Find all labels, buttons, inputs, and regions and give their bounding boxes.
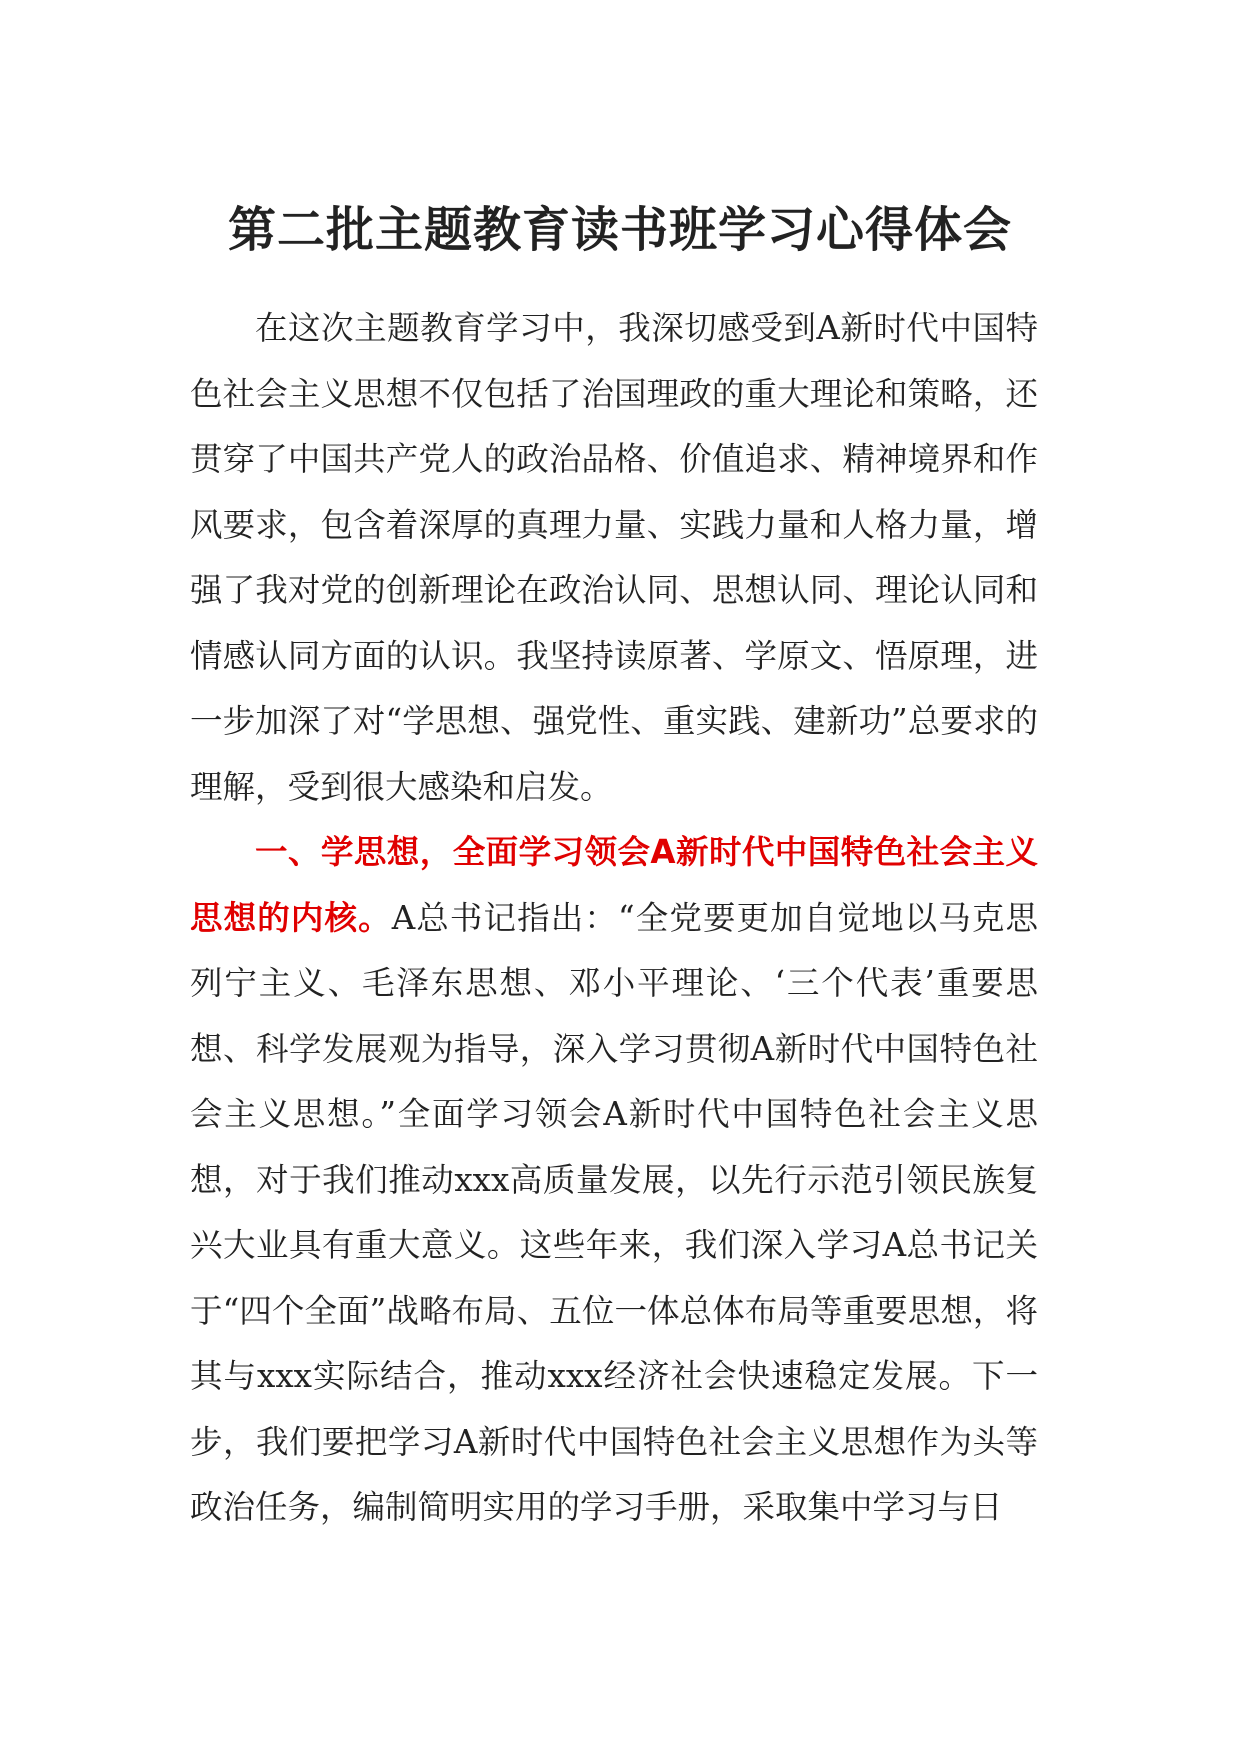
section-1-paragraph	[190, 820, 1038, 1541]
intro-paragraph: 在这次主题教育学习中，我深切感受到A新时代中国特色社会主义思想不仅包括了治国理政的重大理论和策略，还贯穿了中国共产党人的政治品格、价值追求、精神境界和作风要求，包含着深厚的真理力量、实践力量和人格力量，增强了我对党的创新理论在政治认同、思想认同、理论认同和情感认同方面的认识。我坚持读原著、学原文、悟原理，进一步加深了对“学思想、强党性、重实践、建新功”总要求的理解，受到很大感染和启发。	[190, 309, 1038, 806]
section-1-heading: 一、学思想，全面学习领会A新时代中国特色社会主义思想的内核。	[190, 833, 1038, 937]
document-body	[190, 296, 1038, 1541]
section-1-text: A总书记指出：“全党要更加自觉地以马克思列宁主义、毛泽东思想、邓小平理论、‘三个代表’重要思想、科学发展观为指导，深入学习贯彻A新时代中国特色社会主义思想。”全面学习领会A新时代中国特色社会主义思想，对于我们推动xxx高质量发展，以先行示范引领民族复兴大业具有重大意义。这些年来，我们深入学习A总书记关于“四个全面”战略布局、五位一体总体布局等重要思想，将其与xxx实际结合，推动xxx经济社会快速稳定发展。下一步，我们要把学习A新时代中国特色社会主义思想作为头等政治任务，编制简明实用的学习手册，采取集中学习与日	[190, 898, 1038, 1526]
document-title: 第二批主题教育读书班学习心得体会	[227, 202, 1012, 258]
